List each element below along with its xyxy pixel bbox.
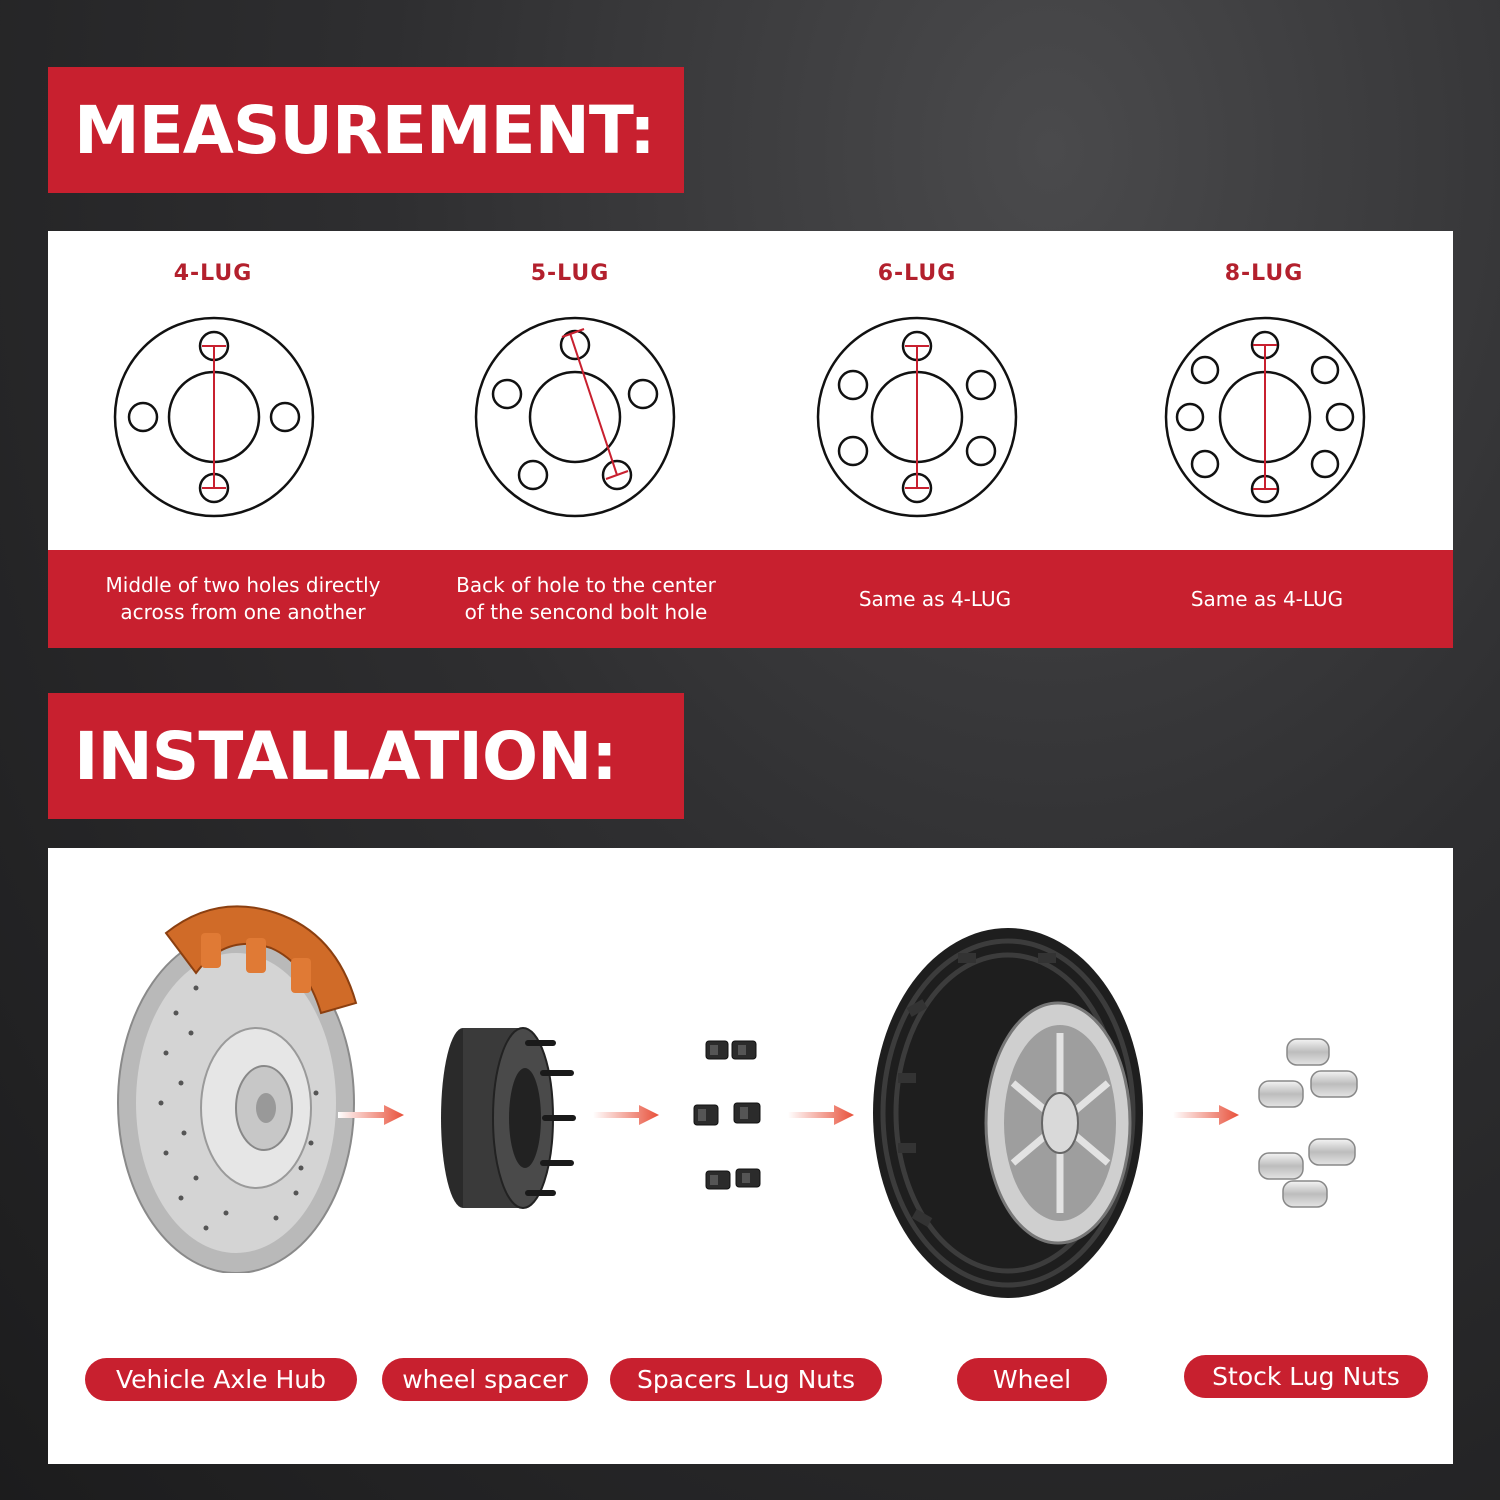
arrow-right-icon <box>1173 1103 1239 1127</box>
brake-rotor-hub-image <box>106 893 366 1273</box>
bolt-pattern-4-lug-diagram <box>112 315 316 519</box>
spacer-lug-nuts-image <box>688 1033 778 1203</box>
lug-description-6: Same as 4-LUG <box>858 586 1012 611</box>
lug-description-5: Back of hole to the center of the sencond bolt hole <box>456 573 716 624</box>
bolt-pattern-6-lug-diagram <box>815 315 1019 519</box>
part-label-vehicle-axle-hub: Vehicle Axle Hub <box>85 1358 357 1401</box>
tire-wheel-image <box>868 923 1148 1303</box>
stock-lug-nuts-image <box>1253 1033 1368 1213</box>
arrow-right-icon <box>338 1103 404 1127</box>
measurement-heading: MEASUREMENT: <box>48 67 684 193</box>
arrow-right-icon <box>593 1103 659 1127</box>
part-label-wheel-spacer: wheel spacer <box>382 1358 588 1401</box>
lug-title-6: 6-LUG <box>877 261 957 286</box>
part-label-spacers-lug-nuts: Spacers Lug Nuts <box>610 1358 882 1401</box>
bolt-pattern-5-lug-diagram <box>473 315 677 519</box>
part-label-stock-lug-nuts: Stock Lug Nuts <box>1184 1355 1428 1398</box>
measurement-panel <box>48 231 1453 648</box>
lug-title-5: 5-LUG <box>530 261 610 286</box>
arrow-right-icon <box>788 1103 854 1127</box>
wheel-spacer-image <box>433 1018 583 1218</box>
bolt-pattern-8-lug-diagram <box>1163 315 1367 519</box>
part-label-wheel: Wheel <box>957 1358 1107 1401</box>
lug-description-4: Middle of two holes directly across from one another <box>105 573 381 624</box>
measurement-description-band <box>48 550 1453 648</box>
installation-heading: INSTALLATION: <box>48 693 684 819</box>
lug-description-8: Same as 4-LUG <box>1190 586 1344 611</box>
lug-title-4: 4-LUG <box>173 261 253 286</box>
installation-panel <box>48 848 1453 1464</box>
lug-title-8: 8-LUG <box>1224 261 1304 286</box>
